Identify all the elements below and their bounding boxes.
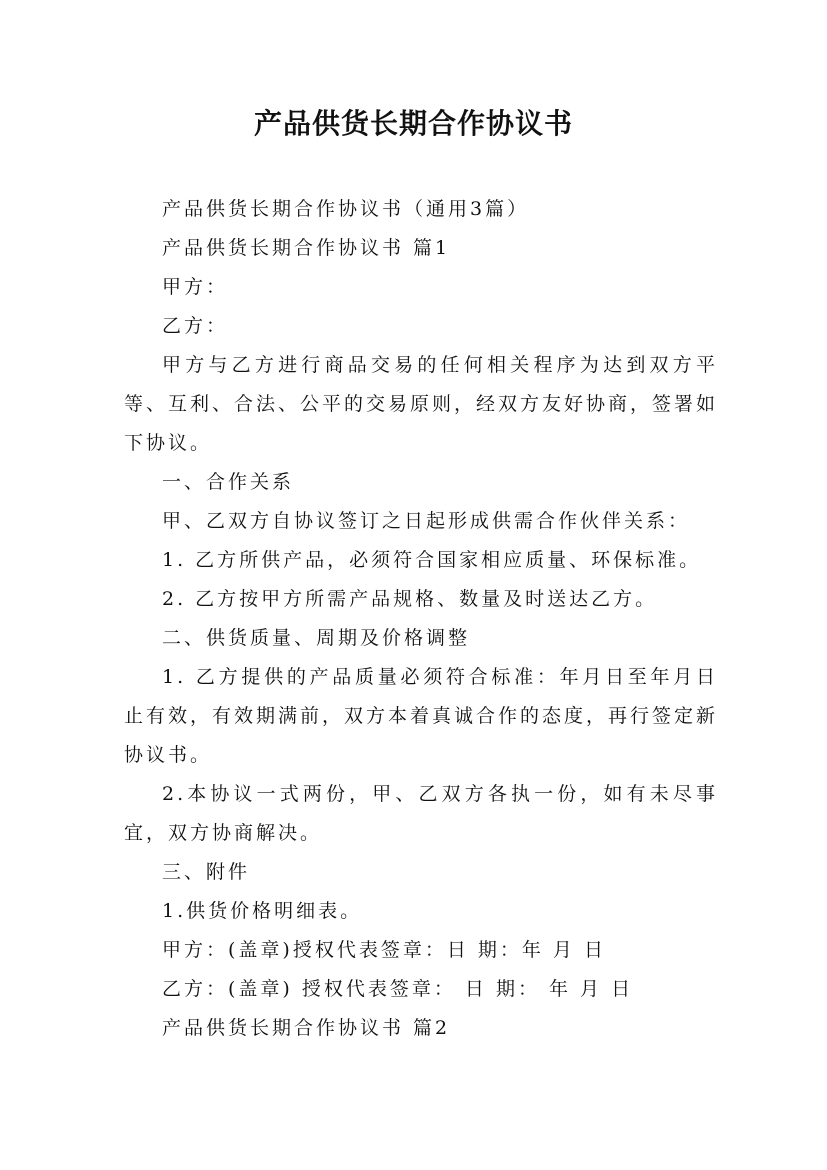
paragraph-heading-cooperation: 一、合作关系: [162, 471, 295, 493]
document-title: 产品供货长期合作协议书: [253, 107, 573, 140]
paragraph-intro: 甲方与乙方进行商品交易的任何相关程序为达到双方平等、互利、合法、公平的交易原则，经双方友好协商，签署如下协议。: [124, 354, 719, 454]
paragraph-quality-clause-2: 2.本协议一式两份，甲、乙双方各执一份，如有未尽事宜，双方协商解决。: [124, 783, 718, 844]
paragraph-party-b: 乙方：: [162, 315, 229, 337]
paragraph-heading-attachments: 三、附件: [162, 861, 251, 883]
paragraph-section-heading-2: 产品供货长期合作协议书 篇2: [162, 1017, 451, 1039]
paragraph-signature-party-b: 乙方：(盖章) 授权代表签章： 日 期： 年 月 日: [162, 978, 634, 1000]
paragraph-heading-quality: 二、供货质量、周期及价格调整: [162, 627, 471, 649]
paragraph-clause-1: 1. 乙方所供产品，必须符合国家相应质量、环保标准。: [162, 549, 702, 571]
paragraph-clause-2: 2. 乙方按甲方所需产品规格、数量及时送达乙方。: [162, 588, 658, 610]
paragraph-quality-clause-1: 1. 乙方提供的产品质量必须符合标准：年月日至年月日止有效，有效期满前，双方本着真诚合作的态度，再行签定新协议书。: [124, 666, 719, 766]
document-body: [124, 190, 718, 1048]
paragraph-party-a: 甲方：: [162, 276, 229, 298]
paragraph-attachment-1: 1.供货价格明细表。: [162, 900, 363, 922]
paragraph-cooperation-text: 甲、乙双方自协议签订之日起形成供需合作伙伴关系：: [162, 510, 691, 532]
paragraph-signature-party-a: 甲方：(盖章)授权代表签章：日 期：年 月 日: [162, 939, 606, 961]
paragraph-section-heading: 产品供货长期合作协议书 篇1: [162, 237, 451, 259]
paragraph-subtitle: 产品供货长期合作协议书（通用3篇）: [162, 198, 530, 220]
